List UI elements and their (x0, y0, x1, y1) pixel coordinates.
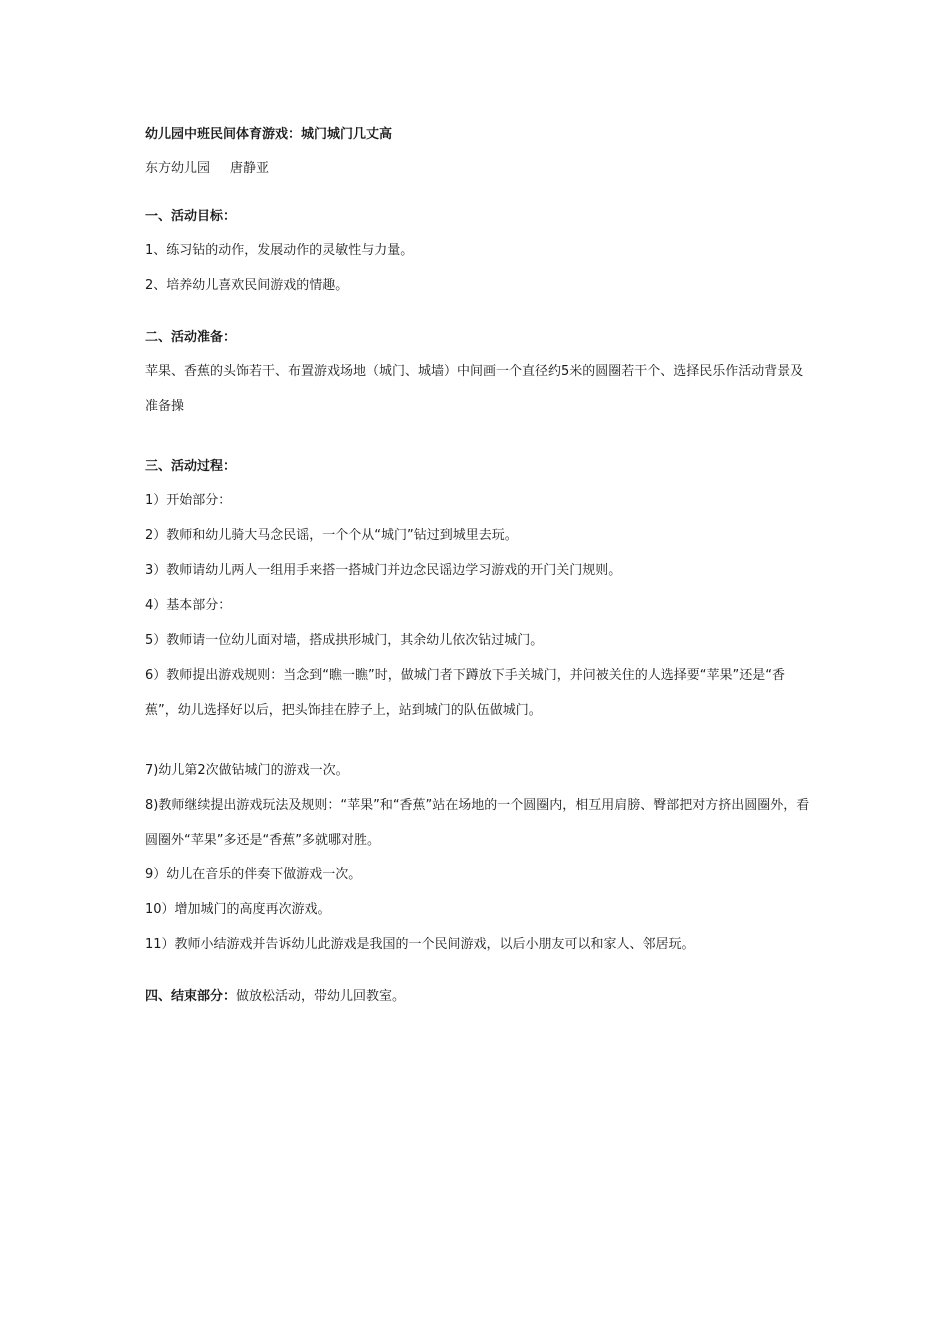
section-heading-preparation: 二、活动准备： (145, 330, 237, 345)
process-item: 7)幼儿第2次做钻城门的游戏一次。 (145, 763, 349, 778)
process-item: 3）教师请幼儿两人一组用手来搭一搭城门并边念民谣边学习游戏的开门关门规则。 (145, 563, 622, 578)
author-name: 唐静亚 (230, 161, 270, 176)
process-item: 5）教师请一位幼儿面对墙，搭成拱形城门，其余幼儿依次钻过城门。 (145, 633, 544, 648)
author-line (145, 160, 815, 178)
section-heading-goals: 一、活动目标： (145, 209, 237, 224)
document-page (145, 126, 815, 1006)
process-item: 1）开始部分： (145, 493, 232, 508)
document-title: 幼儿园中班民间体育游戏：城门城门几丈高 (145, 127, 393, 142)
closing-text: 做放松活动，带幼儿回教室。 (236, 989, 406, 1004)
process-item: 11）教师小结游戏并告诉幼儿此游戏是我国的一个民间游戏，以后小朋友可以和家人、邻居玩。 (145, 937, 695, 952)
goal-item: 2、培养幼儿喜欢民间游戏的情趣。 (145, 278, 349, 293)
preparation-text: 苹果、香蕉的头饰若干、布置游戏场地（城门、城墙）中间画一个直径约5米的圆圈若干个、选择民乐作活动背景及准备操 (145, 364, 804, 414)
author-org: 东方幼儿园 (145, 161, 211, 176)
section-heading-closing: 四、结束部分： (145, 989, 237, 1004)
process-item: 10）增加城门的高度再次游戏。 (145, 902, 331, 917)
process-item: 6）教师提出游戏规则：当念到“瞧一瞧”时，做城门者下蹲放下手关城门，并问被关住的人选择要“苹果”还是“香蕉”，幼儿选择好以后，把头饰挂在脖子上，站到城门的队伍做城门。 (145, 668, 785, 718)
goal-item: 1、练习钻的动作，发展动作的灵敏性与力量。 (145, 243, 414, 258)
process-item: 9）幼儿在音乐的伴奏下做游戏一次。 (145, 867, 362, 882)
process-item: 4）基本部分： (145, 598, 232, 613)
process-item: 2）教师和幼儿骑大马念民谣，一个个从“城门”钻过到城里去玩。 (145, 528, 518, 543)
section-heading-process: 三、活动过程： (145, 459, 237, 474)
closing-line (145, 988, 815, 1006)
process-item: 8)教师继续提出游戏玩法及规则：“苹果”和“香蕉”站在场地的一个圆圈内，相互用肩膀、臀部把对方挤出圆圈外，看圆圈外“苹果”多还是“香蕉”多就哪对胜。 (145, 798, 810, 848)
